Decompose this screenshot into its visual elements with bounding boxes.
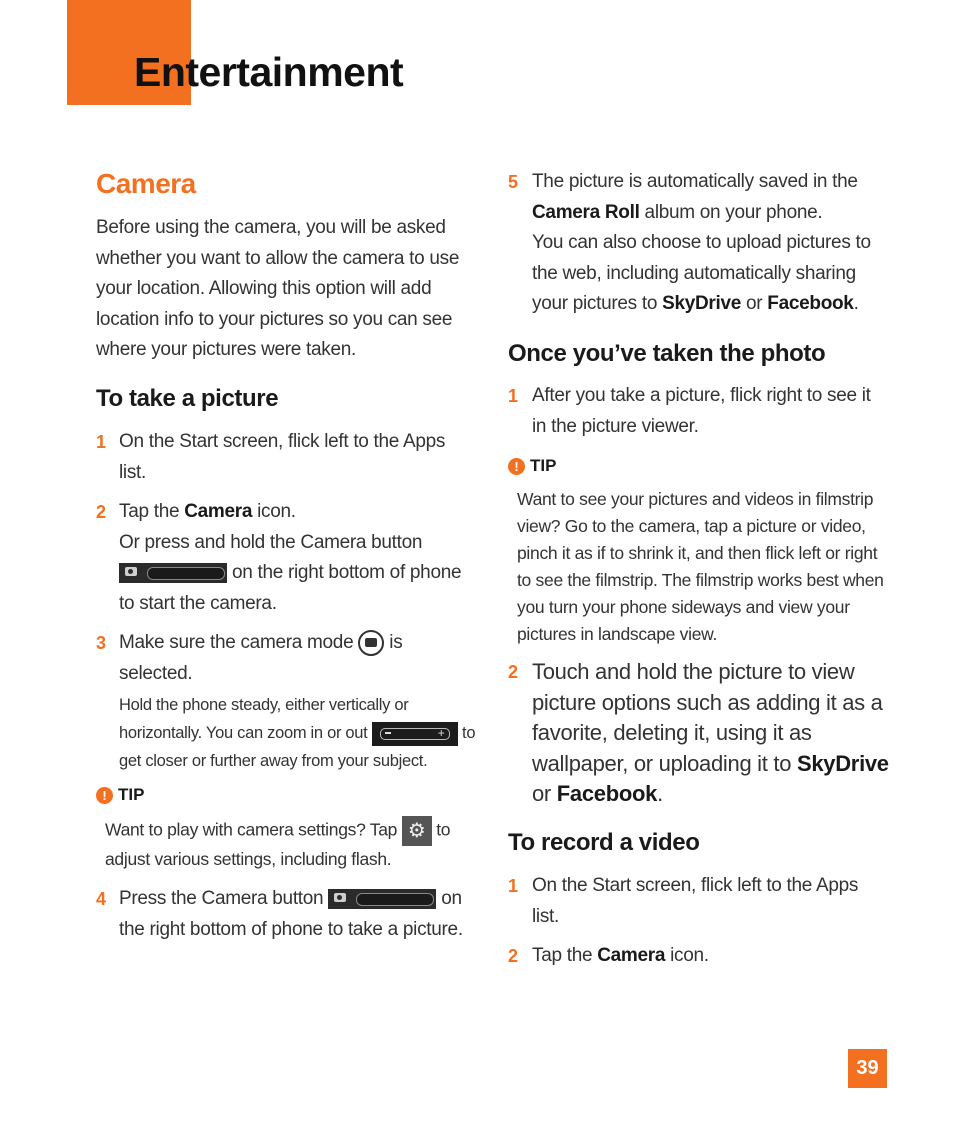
step-bold: Camera bbox=[184, 501, 253, 522]
tip-heading-right bbox=[508, 456, 556, 476]
step-text bbox=[119, 628, 479, 775]
step-text bbox=[532, 167, 882, 320]
page-title: Entertainment bbox=[134, 49, 404, 95]
step-text-part: Touch and hold the picture to view picture options such as adding it as a favorite, deleting it, using it as wallpaper, or uploading it to bbox=[532, 659, 883, 776]
camera-mode-icon bbox=[358, 630, 384, 656]
tip-label: TIP bbox=[530, 456, 557, 475]
tip-body-right: Want to see your pictures and videos in filmstrip view? Go to the camera, tap a picture or video, pinch it as if to shrink it, and then flick left or right to see the filmstrip. The filmstrip works best when you turn your phone sideways and view your pictures in landscape view. bbox=[517, 489, 884, 644]
step-text-part: or bbox=[741, 293, 768, 314]
camera-button-icon bbox=[119, 563, 227, 583]
step-text-part: album on your phone. bbox=[639, 201, 823, 223]
heading-after-photo: Once you’ve taken the photo bbox=[508, 340, 826, 367]
step-note bbox=[119, 691, 479, 775]
heading-take-picture: To take a picture bbox=[96, 385, 279, 412]
tip-heading-left bbox=[96, 785, 144, 805]
section-title-camera: Camera bbox=[96, 168, 196, 199]
step-text-part: is selected. bbox=[119, 632, 403, 684]
step-number: 1 bbox=[96, 432, 106, 452]
page-number: 39 bbox=[848, 1049, 887, 1088]
step-number: 4 bbox=[96, 889, 106, 909]
tip-label: TIP bbox=[118, 785, 145, 804]
heading-record-video: To record a video bbox=[508, 829, 700, 856]
step-text-part: Tap the bbox=[532, 945, 598, 966]
step-text-part: Press the Camera button bbox=[119, 888, 329, 909]
step-text-part: icon. bbox=[252, 501, 296, 522]
step-text bbox=[119, 497, 471, 619]
step-number: 2 bbox=[508, 946, 518, 966]
step-text bbox=[119, 884, 464, 945]
step-bold: Camera Roll bbox=[532, 201, 640, 223]
step-bold: Facebook bbox=[767, 293, 854, 314]
step-number: 1 bbox=[508, 876, 518, 896]
step-text-part: on the right bottom of phone to take a picture. bbox=[119, 888, 463, 940]
zoom-slider-icon: + bbox=[372, 722, 458, 746]
step-bold: Camera bbox=[597, 945, 666, 966]
step-text: On the Start screen, flick left to the Apps list. bbox=[532, 875, 859, 927]
step-number: 5 bbox=[508, 172, 518, 192]
step-text-part: . bbox=[853, 293, 859, 314]
step-text bbox=[532, 941, 872, 972]
tip-text-part: to adjust various settings, including flash. bbox=[105, 819, 451, 869]
step-bold: SkyDrive bbox=[796, 750, 889, 776]
step-number: 2 bbox=[96, 502, 106, 522]
step-text-part: or bbox=[532, 781, 557, 806]
step-text-part: Tap the bbox=[119, 501, 185, 522]
exclamation-icon: ! bbox=[508, 458, 525, 475]
step-bold: Facebook bbox=[556, 781, 658, 806]
step-text-part: You can also choose to upload pictures to the web, including automatically sharing your pictures to bbox=[532, 232, 871, 314]
gear-icon: ⚙ bbox=[402, 816, 432, 846]
step-text-part: . bbox=[657, 781, 663, 806]
step-text-part: Make sure the camera mode bbox=[119, 632, 359, 653]
camera-button-icon bbox=[328, 889, 436, 909]
step-number: 2 bbox=[508, 662, 518, 682]
step-text-part: on the right bottom of phone to start the camera. bbox=[119, 562, 462, 614]
step-number: 3 bbox=[96, 633, 106, 653]
step-text-part: icon. bbox=[665, 945, 709, 966]
step-text: On the Start screen, flick left to the Apps list. bbox=[119, 431, 446, 483]
exclamation-icon: ! bbox=[96, 787, 113, 804]
tip-text-part: Want to play with camera settings? Tap bbox=[105, 819, 402, 840]
step-note-part: Hold the phone steady, either vertically or horizontally. You can zoom in or out bbox=[119, 696, 409, 742]
camera-intro: Before using the camera, you will be asked whether you want to allow the camera to use your location. Allowing this option will add location info to your pictures so you can see where your pictures were taken. bbox=[96, 217, 460, 360]
step-text-part: Or press and hold the Camera button bbox=[119, 531, 423, 553]
step-bold: SkyDrive bbox=[662, 293, 742, 314]
step-note-part: to get closer or further away from your subject. bbox=[119, 724, 476, 770]
step-number: 1 bbox=[508, 386, 518, 406]
tip-body-left bbox=[105, 816, 475, 873]
step-text-part: The picture is automatically saved in the bbox=[532, 171, 858, 192]
step-text bbox=[532, 657, 892, 810]
step-text: After you take a picture, flick right to see it in the picture viewer. bbox=[532, 385, 871, 437]
